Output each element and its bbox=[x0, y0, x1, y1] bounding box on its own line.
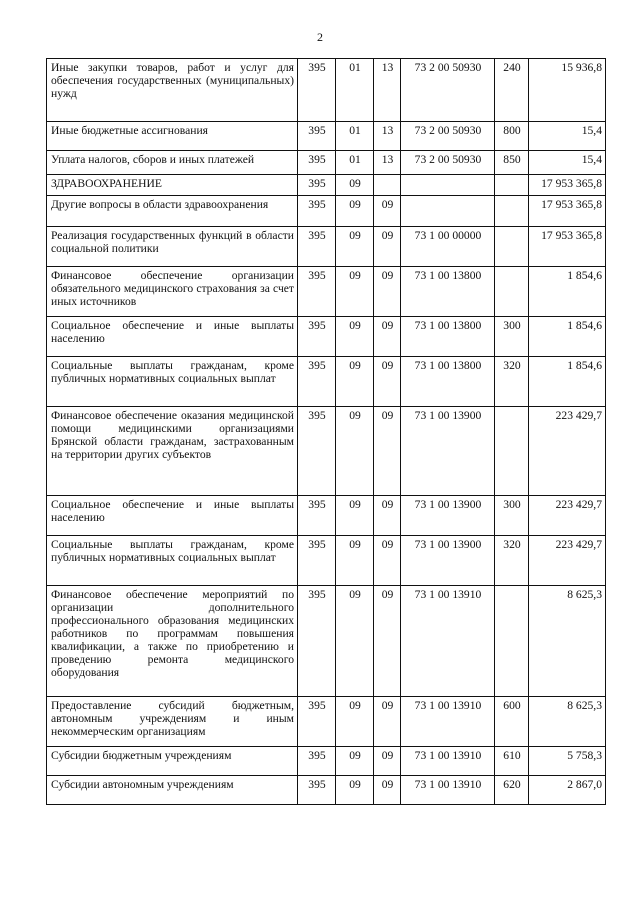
cell-expense-type-code bbox=[495, 227, 529, 267]
cell-subsection-code: 13 bbox=[374, 59, 401, 122]
cell-target-item-code: 73 1 00 13910 bbox=[401, 776, 495, 805]
cell-subsection-code: 09 bbox=[374, 357, 401, 407]
cell-expense-type-code: 600 bbox=[495, 697, 529, 747]
cell-expense-name: Социальное обеспечение и иные выплаты населению bbox=[47, 496, 298, 536]
cell-section-code: 01 bbox=[336, 122, 374, 151]
cell-amount: 15,4 bbox=[529, 151, 606, 175]
table-row bbox=[47, 536, 606, 586]
cell-expense-type-code bbox=[495, 267, 529, 317]
cell-department-code: 395 bbox=[298, 697, 336, 747]
cell-target-item-code: 73 1 00 13800 bbox=[401, 317, 495, 357]
cell-section-code: 09 bbox=[336, 407, 374, 496]
table-row bbox=[47, 357, 606, 407]
cell-department-code: 395 bbox=[298, 747, 336, 776]
cell-amount: 17 953 365,8 bbox=[529, 227, 606, 267]
page-number: 2 bbox=[317, 30, 323, 44]
cell-target-item-code: 73 2 00 50930 bbox=[401, 122, 495, 151]
cell-target-item-code: 73 1 00 13910 bbox=[401, 747, 495, 776]
cell-amount: 17 953 365,8 bbox=[529, 175, 606, 196]
cell-target-item-code: 73 1 00 13900 bbox=[401, 496, 495, 536]
table-row bbox=[47, 175, 606, 196]
cell-section-code: 09 bbox=[336, 357, 374, 407]
cell-subsection-code: 09 bbox=[374, 317, 401, 357]
table-row bbox=[47, 496, 606, 536]
cell-expense-type-code: 620 bbox=[495, 776, 529, 805]
cell-expense-name: Реализация государственных функций в области социальной политики bbox=[47, 227, 298, 267]
cell-expense-name: Уплата налогов, сборов и иных платежей bbox=[47, 151, 298, 175]
cell-subsection-code: 09 bbox=[374, 267, 401, 317]
cell-section-code: 09 bbox=[336, 267, 374, 317]
table-row bbox=[47, 122, 606, 151]
cell-expense-type-code: 800 bbox=[495, 122, 529, 151]
cell-expense-name: Предоставление субсидий бюджетным, автономным учреждениям и иным некоммерческим организациям bbox=[47, 697, 298, 747]
cell-amount: 1 854,6 bbox=[529, 267, 606, 317]
cell-amount: 223 429,7 bbox=[529, 536, 606, 586]
cell-expense-name: Другие вопросы в области здравоохранения bbox=[47, 196, 298, 227]
cell-section-code: 09 bbox=[336, 747, 374, 776]
cell-expense-name: Финансовое обеспечение мероприятий по организации дополнительного профессионального образования медицинских работников по программам повышения квалификации, а также по приобретению и проведению ремонта медицинского оборудования bbox=[47, 586, 298, 697]
cell-target-item-code: 73 1 00 13800 bbox=[401, 357, 495, 407]
cell-section-code: 09 bbox=[336, 776, 374, 805]
cell-target-item-code: 73 1 00 13910 bbox=[401, 586, 495, 697]
cell-target-item-code: 73 1 00 13900 bbox=[401, 407, 495, 496]
budget-table bbox=[46, 58, 606, 805]
cell-expense-name: Социальные выплаты гражданам, кроме публичных нормативных социальных выплат bbox=[47, 536, 298, 586]
cell-expense-type-code: 240 bbox=[495, 59, 529, 122]
cell-expense-type-code: 300 bbox=[495, 496, 529, 536]
cell-expense-type-code bbox=[495, 196, 529, 227]
cell-department-code: 395 bbox=[298, 496, 336, 536]
cell-amount: 15,4 bbox=[529, 122, 606, 151]
cell-subsection-code: 09 bbox=[374, 407, 401, 496]
cell-section-code: 09 bbox=[336, 496, 374, 536]
table-row bbox=[47, 776, 606, 805]
cell-subsection-code: 09 bbox=[374, 586, 401, 697]
cell-subsection-code: 09 bbox=[374, 227, 401, 267]
table-row bbox=[47, 747, 606, 776]
table-row bbox=[47, 196, 606, 227]
cell-department-code: 395 bbox=[298, 175, 336, 196]
cell-amount: 8 625,3 bbox=[529, 697, 606, 747]
cell-amount: 15 936,8 bbox=[529, 59, 606, 122]
cell-target-item-code bbox=[401, 175, 495, 196]
cell-target-item-code: 73 1 00 13900 bbox=[401, 536, 495, 586]
cell-expense-type-code bbox=[495, 175, 529, 196]
table-row bbox=[47, 317, 606, 357]
cell-amount: 8 625,3 bbox=[529, 586, 606, 697]
cell-subsection-code: 09 bbox=[374, 747, 401, 776]
cell-expense-name: Субсидии бюджетным учреждениям bbox=[47, 747, 298, 776]
cell-section-code: 01 bbox=[336, 59, 374, 122]
cell-expense-type-code: 610 bbox=[495, 747, 529, 776]
table-row bbox=[47, 697, 606, 747]
cell-subsection-code: 09 bbox=[374, 196, 401, 227]
cell-section-code: 01 bbox=[336, 151, 374, 175]
table-row bbox=[47, 586, 606, 697]
cell-expense-name: Иные закупки товаров, работ и услуг для обеспечения государственных (муниципальных) нужд bbox=[47, 59, 298, 122]
cell-department-code: 395 bbox=[298, 776, 336, 805]
cell-department-code: 395 bbox=[298, 317, 336, 357]
cell-department-code: 395 bbox=[298, 536, 336, 586]
cell-subsection-code: 09 bbox=[374, 536, 401, 586]
cell-expense-name: Социальное обеспечение и иные выплаты населению bbox=[47, 317, 298, 357]
cell-section-code: 09 bbox=[336, 536, 374, 586]
cell-target-item-code: 73 1 00 13910 bbox=[401, 697, 495, 747]
cell-department-code: 395 bbox=[298, 196, 336, 227]
cell-department-code: 395 bbox=[298, 586, 336, 697]
cell-target-item-code bbox=[401, 196, 495, 227]
cell-expense-name: Субсидии автономным учреждениям bbox=[47, 776, 298, 805]
cell-section-code: 09 bbox=[336, 175, 374, 196]
table-body bbox=[47, 59, 606, 805]
cell-section-code: 09 bbox=[336, 317, 374, 357]
cell-subsection-code: 09 bbox=[374, 776, 401, 805]
cell-subsection-code: 13 bbox=[374, 151, 401, 175]
table-row bbox=[47, 407, 606, 496]
cell-amount: 1 854,6 bbox=[529, 357, 606, 407]
cell-subsection-code bbox=[374, 175, 401, 196]
cell-department-code: 395 bbox=[298, 267, 336, 317]
cell-subsection-code: 09 bbox=[374, 697, 401, 747]
cell-amount: 223 429,7 bbox=[529, 407, 606, 496]
cell-section-code: 09 bbox=[336, 196, 374, 227]
cell-expense-type-code bbox=[495, 407, 529, 496]
cell-expense-type-code bbox=[495, 586, 529, 697]
cell-expense-type-code: 850 bbox=[495, 151, 529, 175]
cell-department-code: 395 bbox=[298, 227, 336, 267]
cell-section-code: 09 bbox=[336, 586, 374, 697]
cell-expense-type-code: 320 bbox=[495, 536, 529, 586]
cell-expense-name: Иные бюджетные ассигнования bbox=[47, 122, 298, 151]
cell-amount: 2 867,0 bbox=[529, 776, 606, 805]
cell-department-code: 395 bbox=[298, 59, 336, 122]
cell-expense-name: Финансовое обеспечение организации обязательного медицинского страхования за счет иных источников bbox=[47, 267, 298, 317]
cell-amount: 223 429,7 bbox=[529, 496, 606, 536]
cell-target-item-code: 73 1 00 00000 bbox=[401, 227, 495, 267]
cell-expense-name: ЗДРАВООХРАНЕНИЕ bbox=[47, 175, 298, 196]
cell-amount: 1 854,6 bbox=[529, 317, 606, 357]
cell-amount: 17 953 365,8 bbox=[529, 196, 606, 227]
cell-expense-name: Финансовое обеспечение оказания медицинской помощи медицинскими организациями Брянской области гражданам, застрахованным на территории других субъектов bbox=[47, 407, 298, 496]
cell-section-code: 09 bbox=[336, 697, 374, 747]
table-row bbox=[47, 227, 606, 267]
cell-section-code: 09 bbox=[336, 227, 374, 267]
table-row bbox=[47, 267, 606, 317]
table-row bbox=[47, 151, 606, 175]
cell-subsection-code: 09 bbox=[374, 496, 401, 536]
cell-department-code: 395 bbox=[298, 151, 336, 175]
cell-department-code: 395 bbox=[298, 357, 336, 407]
cell-subsection-code: 13 bbox=[374, 122, 401, 151]
cell-department-code: 395 bbox=[298, 122, 336, 151]
cell-expense-name: Социальные выплаты гражданам, кроме публичных нормативных социальных выплат bbox=[47, 357, 298, 407]
cell-target-item-code: 73 2 00 50930 bbox=[401, 59, 495, 122]
cell-expense-type-code: 300 bbox=[495, 317, 529, 357]
cell-department-code: 395 bbox=[298, 407, 336, 496]
cell-amount: 5 758,3 bbox=[529, 747, 606, 776]
cell-target-item-code: 73 2 00 50930 bbox=[401, 151, 495, 175]
cell-target-item-code: 73 1 00 13800 bbox=[401, 267, 495, 317]
cell-expense-type-code: 320 bbox=[495, 357, 529, 407]
table-row bbox=[47, 59, 606, 122]
